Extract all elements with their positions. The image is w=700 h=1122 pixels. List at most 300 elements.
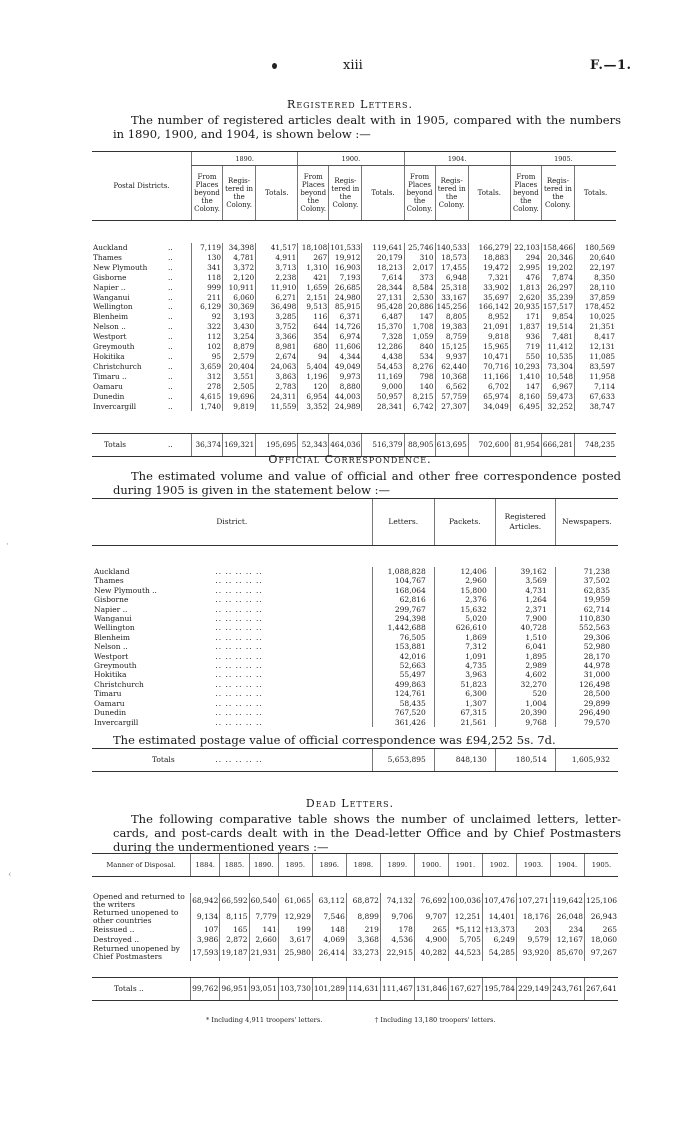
table-cell: 6,742 [404,402,435,412]
table-cell: 2,371 [495,605,555,614]
totals-cell: 195,695 [256,434,298,457]
table-cell: 3,254 [223,332,256,342]
table-cell: 10,293 [510,362,541,372]
table-cell: 354 [298,332,329,342]
table-cell: 3,659 [192,362,223,372]
table-cell: 265 [584,925,618,935]
table-row [92,642,618,651]
table-cell: 6,702 [468,382,510,392]
table-cell: 7,779 [249,909,278,925]
table-cell: 8,879 [223,342,256,352]
table-cell: 24,989 [329,402,362,412]
table-cell: 54,453 [362,362,404,372]
table-cell: 52,663 [372,661,434,670]
table-cell: 840 [404,342,435,352]
table-row [92,332,616,342]
table-cell: 7,114 [575,382,616,392]
table-cell: 29,306 [555,633,618,642]
table-cell: 95 [192,352,223,362]
col-registered-articles: Registered Articles. [495,499,555,546]
table-row [92,302,616,312]
totals-cell: 103,730 [278,977,312,1000]
table-cell: .. [168,361,173,371]
table-cell: 118 [192,273,223,283]
col-postal-districts: Postal Districts. [92,152,192,221]
table-cell: 33,167 [435,293,468,303]
table-cell: 51,823 [434,680,495,689]
table-cell: 112 [192,332,223,342]
table-cell: 19,202 [541,263,574,273]
table-cell: 9,854 [541,312,574,322]
table-cell: 68,872 [346,893,380,909]
table-cell: 33,902 [468,283,510,293]
col-year: 1896. [312,854,346,877]
totals-cell: 613,695 [435,434,468,457]
table-row [92,586,618,595]
table-cell: 6,041 [495,642,555,651]
totals-cell: 114,631 [346,977,380,1000]
table-cell: 28,500 [555,689,618,698]
table-cell: 10,911 [223,283,256,293]
table-cell: 8,115 [220,909,249,925]
table-cell: 38,747 [575,402,616,412]
table-cell: 5,404 [298,362,329,372]
table-cell: 8,215 [404,392,435,402]
table-cell: 30,369 [223,302,256,312]
table-cell: 62,816 [372,595,434,604]
table-cell: 28,170 [555,652,618,661]
table-cell: 74,132 [380,893,414,909]
table-cell: 28,110 [575,283,616,293]
table-cell: .. [168,401,173,411]
table-cell: .. [168,302,173,312]
district-name: Christchurch [93,361,142,371]
table-cell: 101,533 [330,243,361,252]
leader-dots: .. .. .. .. .. [215,623,263,633]
table-cell: 92 [192,312,223,322]
district-name: Dunedin [93,391,125,401]
table-cell: 6,371 [329,312,362,322]
registered-table [92,151,616,457]
table-cell: 6,300 [434,689,495,698]
table-cell: 62,440 [435,362,468,372]
table-row [92,576,618,585]
table-cell: 1,837 [510,322,541,332]
col-year: 1885. [220,854,249,877]
table-cell: 719 [510,342,541,352]
table-cell: 8,417 [575,332,616,342]
table-cell: 520 [495,689,555,698]
table-cell: 34,398 [223,243,256,253]
table-cell: 19,912 [329,253,362,263]
table-cell: 153,881 [372,642,434,651]
leader-dots: .. .. .. .. .. [215,632,263,642]
table-cell: 58,435 [372,699,434,708]
table-cell: 9,768 [495,718,555,727]
table-cell: 35,697 [468,293,510,303]
district-name: Oamaru [94,698,125,708]
col-year: 1884. [191,854,220,877]
table-cell: 25,318 [435,283,468,293]
table-cell: 2,783 [256,382,298,392]
table-cell: 234 [550,925,584,935]
table-cell: 3,752 [256,322,298,332]
table-cell: 294 [510,253,541,263]
table-cell: 3,963 [434,670,495,679]
table-cell: 2,674 [256,352,298,362]
district-name: Greymouth [94,661,137,671]
official-heading: Official Correspondence. [268,453,432,466]
table-cell: 626,610 [434,623,495,632]
totals-cell: 464,036 [329,434,362,457]
table-cell: .. [168,272,173,282]
table-cell: 68,942 [191,893,220,909]
table-cell: 3,193 [223,312,256,322]
district-name: Greymouth [93,342,135,352]
table-cell: 6,562 [435,382,468,392]
table-cell: 3,285 [256,312,298,322]
district-name: New Plymouth .. [94,585,157,595]
table-cell: 42,016 [372,652,434,661]
table-cell: 124,761 [372,689,434,698]
col-from-beyond: From Places beyond the Colony. [404,166,435,221]
table-cell: 60,540 [249,893,278,909]
table-row [92,372,616,382]
table-cell: 1,708 [404,322,435,332]
table-cell: 9,973 [329,372,362,382]
margin-mark: · [6,540,9,550]
table-cell: 2,376 [434,595,495,604]
table-cell: 19,696 [223,392,256,402]
totals-label: Totals [92,434,167,457]
table-cell: 4,069 [312,935,346,945]
table-cell: 33,273 [346,945,380,961]
table-cell: 39,162 [495,567,555,576]
table-row [92,893,618,909]
table-row [92,670,618,679]
totals-cell: .. [167,434,192,457]
leader-dots: .. .. .. .. .. [215,567,263,576]
table-cell: 73,304 [541,362,574,372]
table-cell: 24,063 [256,362,298,372]
district-name: Napier .. [93,282,126,292]
col-year: 1905. [510,152,616,166]
totals-cell: 229,149 [516,977,550,1000]
table-cell: .. [168,282,173,292]
table-cell: 171 [510,312,541,322]
table-cell: 3,430 [223,322,256,332]
table-cell: 550 [510,352,541,362]
table-cell: 26,048 [550,909,584,925]
table-row [92,342,616,352]
col-year: 1901. [448,854,482,877]
table-cell: 211 [192,293,223,303]
table-cell: 15,370 [362,322,404,332]
table-cell: 2,238 [256,273,298,283]
table-cell: 14,401 [482,909,516,925]
table-cell: 767,520 [372,708,434,717]
table-cell: 798 [404,372,435,382]
table-cell: 26,685 [329,283,362,293]
table-cell: 476 [510,273,541,283]
table-cell: .. [168,381,173,391]
totals-cell: 131,846 [414,977,448,1000]
table-cell: 1,059 [404,332,435,342]
table-cell: 680 [298,342,329,352]
spacer-row [92,961,618,978]
table-cell: 1,091 [434,652,495,661]
table-cell: 104,767 [372,576,434,585]
table-cell: 2,872 [220,935,249,945]
table-cell: 165 [220,925,249,935]
table-cell: 18,060 [584,935,618,945]
table-cell: 552,563 [555,623,618,632]
col-newspapers: Newspapers. [555,499,618,546]
table-cell: 18,213 [362,263,404,273]
col-year: 1898. [346,854,380,877]
table-cell: 1,895 [495,652,555,661]
table-cell: 168,064 [372,586,434,595]
district-name: Invercargill [93,401,137,411]
table-cell: 8,981 [256,342,298,352]
table-cell: 8,160 [510,392,541,402]
table-cell: 110,830 [555,614,618,623]
table-cell: 6,271 [256,293,298,303]
table-row [92,652,618,661]
table-cell: 32,270 [495,680,555,689]
table-cell: .. [168,351,173,361]
table-cell: 17,455 [435,263,468,273]
table-cell: 9,818 [468,332,510,342]
postage-value-note: The estimated postage value of official correspondence was £94,252 5s. 7d. [113,733,556,747]
table-cell: .. [168,342,173,352]
spacer-row [92,221,616,244]
totals-cell: 111,467 [380,977,414,1000]
table-cell: 147 [510,382,541,392]
table-cell: 294,398 [372,614,434,623]
disposal-label: Opened and returned to the writers [93,892,185,909]
table-cell: 219 [346,925,380,935]
leader-dots: .. .. .. .. .. [213,748,372,771]
col-year: 1890. [192,152,298,166]
table-cell: 59,473 [541,392,574,402]
table-cell: 10,368 [435,372,468,382]
table-cell: 158,466 [542,243,574,252]
table-cell: 310 [404,253,435,263]
totals-cell: 1,605,932 [555,748,618,771]
col-registered-colony: Regis-tered in the Colony. [541,166,574,221]
table-cell: 14,726 [329,322,362,332]
table-cell: 7,900 [495,614,555,623]
district-name: Wanganui [94,614,132,624]
table-cell: 15,125 [435,342,468,352]
table-cell: 63,112 [312,893,346,909]
table-cell: 4,900 [414,935,448,945]
table-cell: 41,517 [256,243,298,253]
table-cell: 44,003 [329,392,362,402]
totals-cell: 243,761 [550,977,584,1000]
totals-cell: 180,514 [495,748,555,771]
col-totals: Totals. [362,166,404,221]
table-cell: 11,166 [468,372,510,382]
table-cell: 20,404 [223,362,256,372]
page-number: xiii [343,58,363,73]
table-row [92,567,618,576]
totals-row [92,977,618,1000]
table-cell: 107,271 [516,893,550,909]
district-name: Westport [94,651,129,661]
col-manner: Manner of Disposal. [92,854,191,877]
table-cell: 373 [404,273,435,283]
table-row [92,708,618,717]
dead-table-header [92,854,618,877]
table-cell: 9,513 [298,302,329,312]
table-cell: 12,286 [362,342,404,352]
table-cell: 55,497 [372,670,434,679]
table-cell: 12,929 [278,909,312,925]
table-cell: 4,615 [192,392,223,402]
table-row [92,362,616,372]
table-cell: 34,049 [468,402,510,412]
table-cell: 8,880 [329,382,362,392]
table-cell: .. [168,371,173,381]
table-cell: 7,328 [362,332,404,342]
table-cell: 267 [298,253,329,263]
col-letters: Letters. [372,499,434,546]
col-year: 1900. [298,152,404,166]
col-year: 1900. [414,854,448,877]
col-year: 1902. [482,854,516,877]
table-cell: 3,551 [223,372,256,382]
totals-label: Totals [92,748,213,771]
footnote-star: * Including 4,911 troopers' letters. [206,1016,323,1024]
table-cell: 2,017 [404,263,435,273]
table-cell: 15,965 [468,342,510,352]
table-cell: 125,106 [584,893,618,909]
table-cell: 93,920 [516,945,550,961]
col-from-beyond: From Places beyond the Colony. [192,166,223,221]
table-cell: 7,614 [362,273,404,283]
table-cell: 8,759 [435,332,468,342]
spacer-cell [92,546,618,568]
totals-label: Totals .. [92,977,191,1000]
table-cell: 4,731 [495,586,555,595]
table-cell: 534 [404,352,435,362]
table-cell: 19,383 [435,322,468,332]
col-totals: Totals. [575,166,616,221]
table-cell: 20,935 [510,302,541,312]
disposal-label: Returned unopened by Chief Postmasters [93,943,180,961]
district-name: Wellington [94,623,135,633]
table-cell: 126,498 [555,680,618,689]
table-cell: 6,495 [510,402,541,412]
table-cell: 11,606 [329,342,362,352]
district-name: Wanganui [93,292,130,302]
table-cell: 5,705 [448,935,482,945]
table-cell: .. [168,262,173,272]
table-cell: 7,119 [192,243,223,253]
table-cell: 4,536 [380,935,414,945]
table-cell: 1,264 [495,595,555,604]
table-cell: 10,471 [468,352,510,362]
table-cell: 20,390 [495,708,555,717]
table-cell: 3,366 [256,332,298,342]
table-cell: 12,406 [434,567,495,576]
table-cell: 1,510 [495,633,555,642]
registered-heading: Registered Letters. [287,98,413,111]
table-row [92,595,618,604]
leader-dots: .. .. .. .. .. [215,670,263,680]
table-row [92,605,618,614]
table-cell: 76,692 [414,893,448,909]
table-cell: 26,414 [312,945,346,961]
table-cell: 10,025 [575,312,616,322]
table-cell: 17,593 [191,945,220,961]
table-cell: 203 [516,925,550,935]
table-cell: 3,368 [346,935,380,945]
table-cell: 1,410 [510,372,541,382]
dead-intro: The following comparative table shows the number of unclaimed letters, letter-cards, and post-cards dealt with in the Dead-letter Office and by Chief Postmasters during the undermentioned years :— [113,812,621,854]
table-cell: 10,548 [541,372,574,382]
table-row [92,382,616,392]
totals-cell: 167,627 [448,977,482,1000]
table-cell: 6,948 [435,273,468,283]
table-cell: 18,176 [516,909,550,925]
table-cell: 1,813 [510,283,541,293]
district-name: Napier .. [94,604,128,614]
table-cell: 341 [192,263,223,273]
table-row [92,293,616,303]
table-cell: 145,256 [436,302,467,312]
table-cell: 79,570 [555,718,618,727]
table-cell: 15,632 [434,605,495,614]
disposal-label: Reissued .. [93,924,135,934]
table-cell: 6,487 [362,312,404,322]
district-name: Hokitika [94,670,127,680]
district-name: Timaru [94,689,122,699]
district-name: Hokitika [93,351,125,361]
table-cell: 9,134 [191,909,220,925]
table-cell: 100,036 [448,893,482,909]
table-row [92,945,618,961]
table-cell: 22,915 [380,945,414,961]
registered-table-body [92,221,616,457]
disposal-label: Returned unopened to other countries [93,908,179,925]
totals-cell: 99,762 [191,977,220,1000]
table-row [92,243,616,253]
table-cell: 61,065 [278,893,312,909]
table-row [92,680,618,689]
table-cell: 1,869 [434,633,495,642]
table-cell: 3,863 [256,372,298,382]
table-row [92,689,618,698]
table-cell: 20,179 [362,253,404,263]
table-row [92,283,616,293]
table-cell: 4,344 [329,352,362,362]
table-cell: 25,980 [278,945,312,961]
leader-dots: .. .. .. .. .. [215,661,263,671]
table-cell: 1,004 [495,699,555,708]
table-cell: 8,952 [468,312,510,322]
table-cell: .. [168,312,173,322]
table-cell: 120 [298,382,329,392]
table-cell: 18,573 [435,253,468,263]
table-cell: 24,980 [329,293,362,303]
totals-cell: 848,130 [434,748,495,771]
table-cell: 421 [298,273,329,283]
table-cell: *5,112 [448,925,482,935]
spacer-cell [92,877,618,894]
